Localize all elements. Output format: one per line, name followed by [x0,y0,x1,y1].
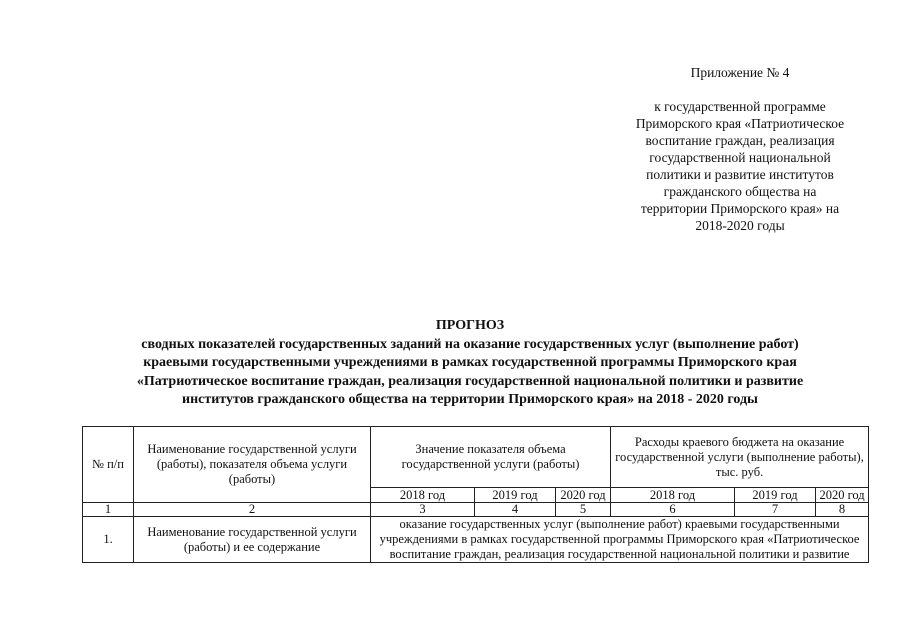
row-number: 1. [83,517,134,563]
header-budget: Расходы краевого бюджета на оказание государственной услуги (выполнение работы), тыс. руб. [611,427,869,488]
appendix-line: территории Приморского края» на [640,201,840,216]
heading-line: институтов гражданского общества на территории Приморского края» на 2018 - 2020 годы [182,392,758,407]
header-year: 2018 год [611,488,735,503]
column-number: 5 [556,503,611,517]
row-service-content [371,517,869,563]
forecast-table [82,426,869,563]
header-volume: Значение показателя объема государственной услуги (работы) [371,427,611,488]
header-year: 2018 год [371,488,475,503]
content-line: учреждениями в рамках государственной программы Приморского края «Патриотическое [379,532,860,546]
heading-title: ПРОГНОЗ [435,318,505,333]
column-number: 1 [83,503,134,517]
column-number: 4 [475,503,556,517]
header-year: 2019 год [735,488,816,503]
heading-line: сводных показателей государственных заданий на оказание государственных услуг (выполнение работ) [141,336,799,352]
header-year: 2019 год [475,488,556,503]
row-service-name: Наименование государственной услуги (работы) и ее содержание [134,517,371,563]
heading-line: краевыми государственными учреждениями в рамках государственной программы Приморского края [143,355,797,370]
column-number: 3 [371,503,475,517]
appendix-title: Приложение № 4 [690,65,790,80]
content-line: оказание государственных услуг (выполнение работ) краевыми государственными [399,517,840,531]
header-year: 2020 год [816,488,869,503]
appendix-line: Приморского края «Патриотическое [635,116,845,131]
header-service-name: Наименование государственной услуги (работы), показателя объема услуги (работы) [134,427,371,503]
appendix-line: к государственной программе [654,99,826,114]
column-number: 6 [611,503,735,517]
column-number: 8 [816,503,869,517]
document-heading [40,317,900,410]
header-number: № п/п [83,427,134,503]
appendix-line: 2018-2020 годы [695,218,785,233]
column-number: 2 [134,503,371,517]
heading-line: «Патриотическое воспитание граждан, реализация государственной национальной политики и развитие [136,373,804,389]
table-row [83,517,869,563]
appendix-line: политики и развитие институтов [646,167,834,182]
appendix-line: гражданского общества на [663,184,817,199]
content-line: воспитание граждан, реализация государственной национальной политики и развитие [389,547,850,561]
appendix-lines [596,98,884,234]
header-year: 2020 год [556,488,611,503]
appendix-line: государственной национальной [649,150,831,165]
appendix-block [596,64,884,234]
appendix-line: воспитание граждан, реализация [645,133,835,148]
column-number: 7 [735,503,816,517]
